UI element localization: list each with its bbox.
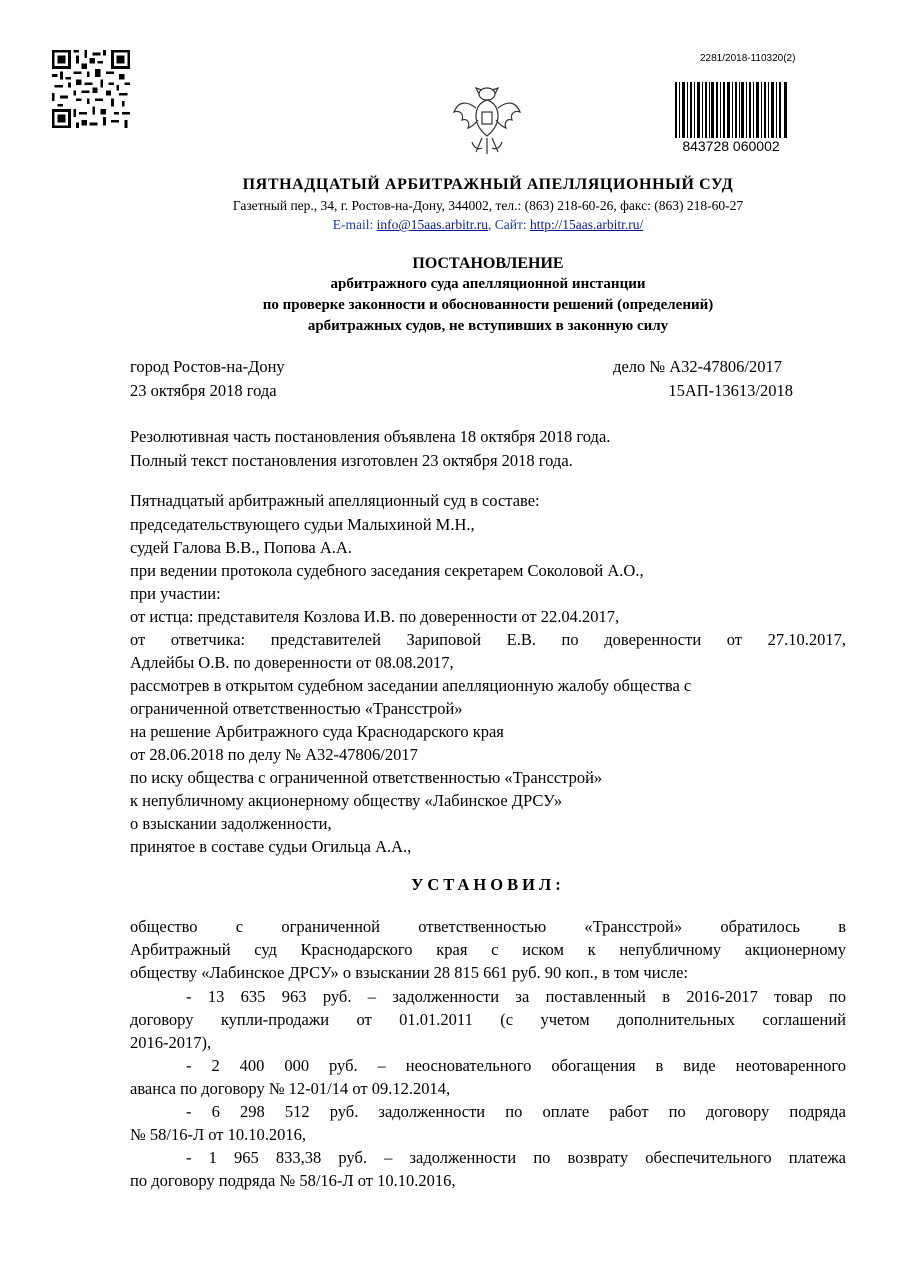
appeal-number: 15АП-13613/2018 (668, 381, 793, 400)
document-title: ПОСТАНОВЛЕНИЕ (412, 255, 564, 272)
title-line-2: по проверке законности и обоснованности решений (определений) (262, 297, 714, 313)
email-link[interactable]: info@15aas.arbitr.ru (376, 217, 489, 232)
composition-line-16: принятое в составе судьи Огильца А.А., (130, 837, 412, 856)
city: город Ростов-на-Дону (130, 357, 285, 376)
item4-line-2: по договору подряда № 58/16-Л от 10.10.2016, (130, 1171, 456, 1190)
item1-line-1: - 13 635 963 руб. – задолженности за поставленный в 2016-2017 товар по (186, 987, 846, 1006)
body-p1-line-1: общество с ограниченной ответственностью «Трансстрой» обратилось в (130, 917, 846, 936)
item1-line-3: 2016-2017), (130, 1033, 212, 1052)
composition-line-2: председательствующего судьи Малыхиной М.Н., (130, 515, 475, 534)
email-label: E-mail: (332, 217, 377, 232)
composition-line-5: при участии: (130, 584, 221, 603)
composition-line-3: судей Галова В.В., Попова А.А. (130, 538, 352, 557)
title-line-3: арбитражных судов, не вступивших в законную силу (307, 318, 669, 334)
body-p1-line-2: Арбитражный суд Краснодарского края с иском к непубличному акционерному (130, 940, 846, 959)
item2-line-2: аванса по договору № 12-01/14 от 09.12.2014, (130, 1079, 451, 1098)
item3-line-2: № 58/16-Л от 10.10.2016, (130, 1125, 307, 1144)
composition-line-6: от истца: представителя Козлова И.В. по доверенности от 22.04.2017, (130, 607, 620, 626)
composition-line-11: на решение Арбитражного суда Краснодарского края (130, 722, 504, 741)
court-address: Газетный пер., 34, г. Ростов-на-Дону, 344002, тел.: (863) 218-60-26, факс: (863) 218-60-27 (232, 198, 744, 213)
composition-line-13: по иску общества с ограниченной ответственностью «Трансстрой» (130, 768, 603, 787)
item4-line-1: - 1 965 833,38 руб. – задолженности по возврату обеспечительного платежа (186, 1148, 846, 1167)
composition-line-10: ограниченной ответственностью «Трансстрой» (130, 699, 463, 718)
composition-line-12: от 28.06.2018 по делу № А32-47806/2017 (130, 745, 418, 764)
composition-line-8: Адлейбы О.В. по доверенности от 08.08.2017, (130, 653, 454, 672)
document-code: 2281/2018-110320(2) (700, 53, 796, 64)
court-name: ПЯТНАДЦАТЫЙ АРБИТРАЖНЫЙ АПЕЛЛЯЦИОННЫЙ СУД (242, 176, 734, 193)
barcode-number: 843728 060002 (675, 138, 787, 154)
composition-line-7: от ответчика: представителей Зариповой Е.В. по доверенности от 27.10.2017, (130, 630, 846, 649)
date: 23 октября 2018 года (130, 381, 277, 400)
announcement-line-1: Резолютивная часть постановления объявлена 18 октября 2018 года. (130, 427, 611, 446)
item1-line-2: договору купли-продажи от 01.01.2011 (с учетом дополнительных соглашений (130, 1010, 846, 1029)
composition-line-9: рассмотрев в открытом судебном заседании апелляционную жалобу общества с (130, 676, 692, 695)
court-contacts (0, 217, 909, 233)
body-p1-line-3: обществу «Лабинское ДРСУ» о взыскании 28 815 661 руб. 90 коп., в том числе: (130, 963, 689, 982)
item2-line-1: - 2 400 000 руб. – неосновательного обогащения в виде неотоваренного (186, 1056, 846, 1075)
announcement-line-2: Полный текст постановления изготовлен 23 октября 2018 года. (130, 451, 573, 470)
site-link[interactable]: http://15aas.arbitr.ru/ (530, 217, 644, 232)
qr-code (52, 50, 130, 128)
composition-line-4: при ведении протокола судебного заседания секретарем Соколовой А.О., (130, 561, 644, 580)
coat-of-arms-emblem (452, 82, 522, 160)
composition-line-15: о взыскании задолженности, (130, 814, 332, 833)
section-heading-ustanovil: УСТАНОВИЛ: (411, 875, 565, 894)
case-number: дело № А32-47806/2017 (613, 357, 782, 376)
composition-line-14: к непубличному акционерному обществу «Лабинское ДРСУ» (130, 791, 563, 810)
title-line-1: арбитражного суда апелляционной инстанции (330, 276, 646, 292)
item3-line-1: - 6 298 512 руб. задолженности по оплате работ по договору подряда (186, 1102, 846, 1121)
site-label: , Сайт: (488, 217, 531, 232)
composition-line-1: Пятнадцатый арбитражный апелляционный суд в составе: (130, 491, 540, 510)
